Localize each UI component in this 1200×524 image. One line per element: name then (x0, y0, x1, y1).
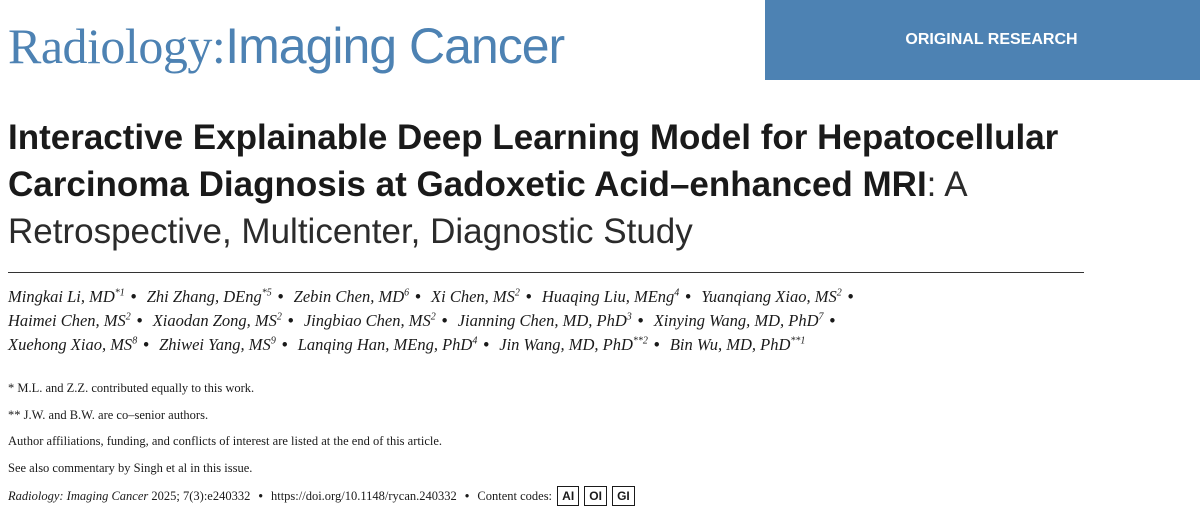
author-separator: • (281, 335, 288, 354)
author-name: Mingkai Li, MD (8, 287, 115, 306)
note-co-senior: ** J.W. and B.W. are co–senior authors. (8, 407, 209, 422)
author-name: Haimei Chen, MS (8, 311, 126, 330)
author-affiliation: 7 (818, 311, 824, 323)
title-line1: Interactive Explainable Deep Learning Model for Hepatocellular (8, 118, 1059, 157)
content-codes-label: Content codes: (477, 489, 553, 503)
author-affiliation: **1 (790, 335, 806, 347)
author-affiliation: 9 (270, 335, 276, 347)
author-line-2 (8, 309, 1108, 333)
content-code-badge: GI (612, 486, 635, 506)
author-name: Jingbiao Chen, MS (303, 311, 431, 330)
citation-journal: Radiology: Imaging Cancer (8, 489, 149, 503)
author-separator: • (136, 311, 143, 330)
author-name: Xinying Wang, MD, PhD (653, 311, 819, 330)
journal-name (8, 14, 564, 78)
author-notes (8, 375, 442, 481)
title-colon: : A (926, 165, 968, 204)
note-equal-contribution: * M.L. and Z.Z. contributed equally to this work. (8, 381, 255, 395)
note-commentary: See also commentary by Singh et al in this issue. (8, 460, 253, 475)
author-separator: • (653, 335, 660, 354)
article-type-banner (765, 0, 1200, 80)
content-code-badge: OI (584, 486, 607, 506)
author-line-3 (8, 333, 1108, 357)
author-name: Jianning Chen, MD, PhD (457, 311, 627, 330)
author-separator: • (847, 287, 854, 306)
author-affiliation: 2 (430, 311, 436, 323)
author-name: Xi Chen, MS (431, 287, 515, 306)
author-name: Zebin Chen, MD (293, 287, 405, 306)
author-affiliation: 2 (514, 287, 520, 299)
citation-separator: • (464, 489, 470, 503)
article-type-label: ORIGINAL RESEARCH (905, 31, 1078, 48)
author-affiliation: 2 (836, 287, 842, 299)
author-affiliation: **2 (632, 335, 648, 347)
author-separator: • (287, 311, 294, 330)
citation-volume: 2025; 7(3):e240332 (151, 489, 251, 503)
author-list (8, 285, 1108, 357)
author-name: Huaqing Liu, MEng (541, 287, 675, 306)
author-separator: • (483, 335, 490, 354)
title-subtitle: Retrospective, Multicenter, Diagnostic Study (8, 212, 693, 251)
title-line2: Carcinoma Diagnosis at Gadoxetic Acid–enhanced MRI (8, 165, 927, 204)
journal-name-part2: Imaging Cancer (225, 18, 565, 74)
author-affiliation: 6 (404, 287, 410, 299)
author-name: Lanqing Han, MEng, PhD (297, 335, 473, 354)
author-separator: • (277, 287, 284, 306)
author-name: Bin Wu, MD, PhD (669, 335, 791, 354)
author-separator: • (637, 311, 644, 330)
author-name: Xuehong Xiao, MS (8, 335, 133, 354)
author-separator: • (143, 335, 149, 354)
author-affiliation: *1 (114, 287, 125, 299)
author-line-1 (8, 285, 1108, 309)
content-code-badge: AI (557, 486, 579, 506)
author-separator: • (441, 311, 448, 330)
author-affiliation: 2 (276, 311, 282, 323)
author-name: Zhi Zhang, DEng (146, 287, 262, 306)
author-affiliation: 3 (626, 311, 632, 323)
journal-name-part1: Radiology: (8, 18, 226, 74)
article-title (8, 114, 1128, 255)
author-name: Zhiwei Yang, MS (159, 335, 271, 354)
note-affiliations: Author affiliations, funding, and conflicts of interest are listed at the end of this article. (8, 434, 443, 448)
citation-line (8, 485, 635, 507)
author-affiliation: 4 (674, 287, 680, 299)
author-separator: • (685, 287, 692, 306)
author-affiliation: *5 (261, 287, 272, 299)
author-name: Xiaodan Zong, MS (152, 311, 277, 330)
author-separator: • (415, 287, 421, 306)
title-divider (8, 272, 1084, 273)
author-separator: • (525, 287, 532, 306)
author-name: Yuanqiang Xiao, MS (701, 287, 837, 306)
author-affiliation: 4 (472, 335, 478, 347)
author-separator: • (829, 311, 836, 330)
author-name: Jin Wang, MD, PhD (499, 335, 633, 354)
doi-link[interactable]: https://doi.org/10.1148/rycan.240332 (270, 489, 457, 503)
author-separator: • (130, 287, 137, 306)
author-affiliation: 8 (132, 335, 138, 347)
citation-separator: • (258, 489, 263, 503)
author-affiliation: 2 (125, 311, 131, 323)
